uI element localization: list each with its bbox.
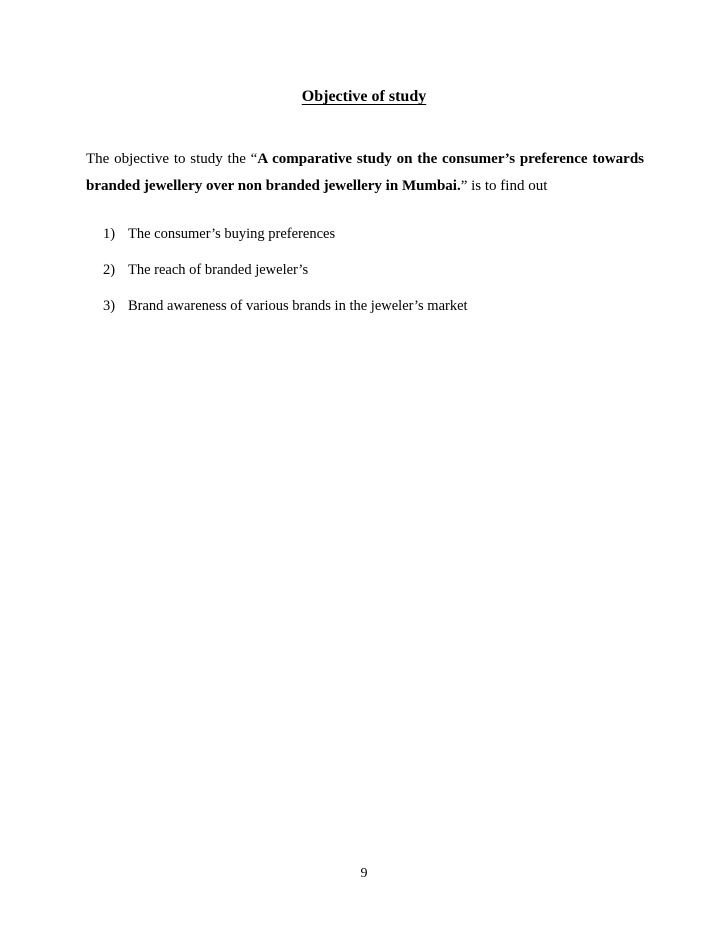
intro-line-1: [86, 146, 644, 173]
list-item-text: Brand awareness of various brands in the jeweler’s market: [128, 298, 468, 314]
objectives-list: [103, 223, 468, 331]
study-title-part-1: A comparative study on the consumer’s preference towards: [257, 151, 644, 167]
intro-prefix: The objective to study the “: [86, 151, 258, 167]
list-item-number: 1): [103, 226, 116, 242]
intro-paragraph: [86, 146, 644, 200]
list-item-text: The consumer’s buying preferences: [128, 226, 336, 242]
intro-suffix: ” is to find out: [460, 178, 548, 194]
page-title: Objective of study: [301, 88, 427, 105]
list-item: [103, 223, 468, 259]
study-title-part-2: branded jewellery over non branded jewellery in Mumbai.: [86, 178, 461, 194]
page-number: 9: [360, 866, 368, 881]
list-item: [103, 295, 468, 331]
list-item-number: 2): [103, 262, 116, 278]
list-item-number: 3): [103, 298, 116, 314]
list-item-text: The reach of branded jeweler’s: [128, 262, 309, 278]
intro-line-2: [86, 173, 644, 200]
list-item: [103, 259, 468, 295]
